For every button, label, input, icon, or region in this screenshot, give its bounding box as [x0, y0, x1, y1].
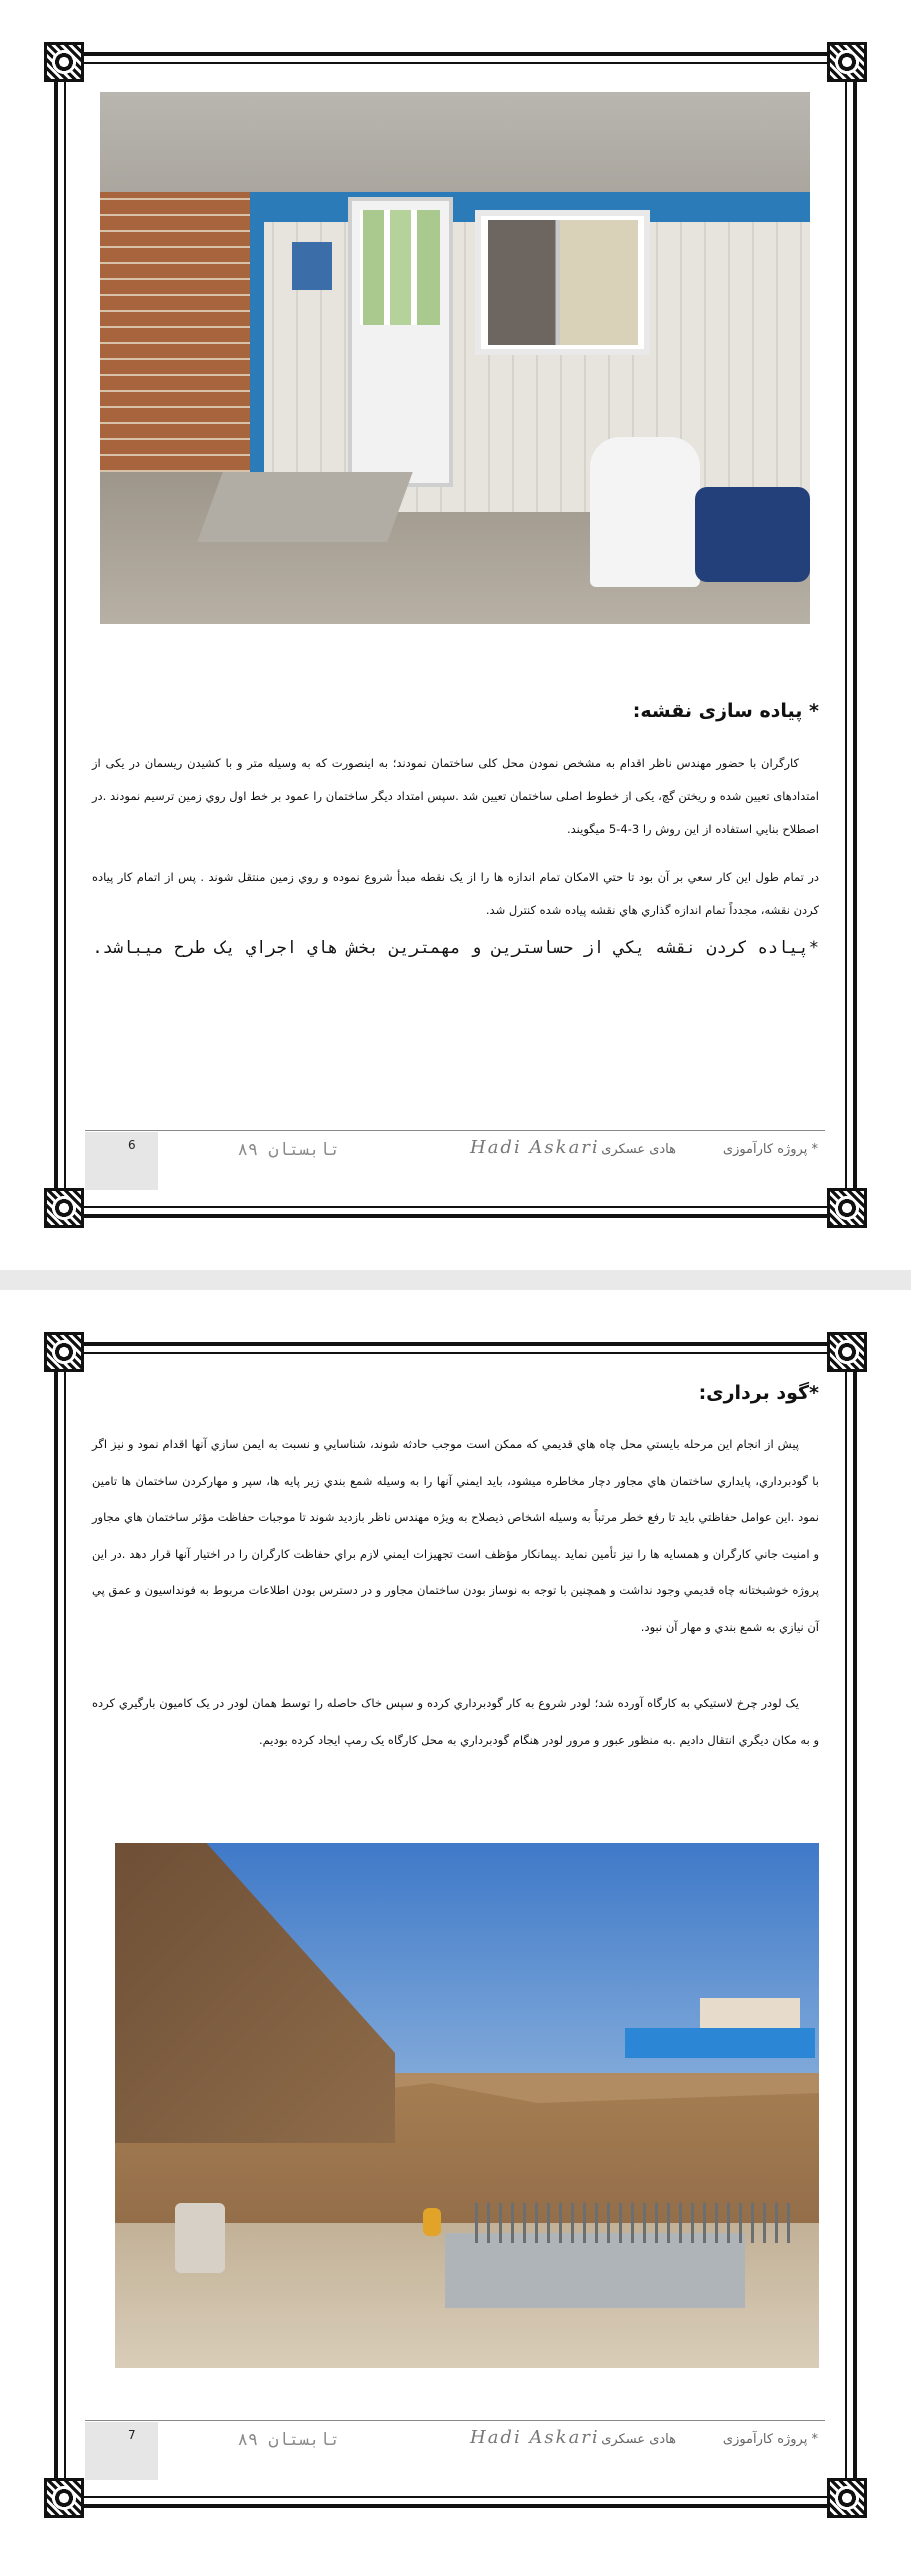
border-corner-ornament	[44, 1188, 84, 1228]
page-number: 7	[128, 2428, 136, 2442]
footer-divider	[85, 1130, 825, 1131]
body-paragraph	[92, 861, 819, 927]
excavation-photo	[115, 1843, 819, 2368]
border-corner-ornament	[827, 42, 867, 82]
body-paragraph	[92, 747, 819, 846]
paragraph-text: پيش از انجام اين مرحله بايستي محل چاه هاي قديمي که ممکن است موجب حادثه شوند، شناسايي و نسبت به ايمن سازي آنها اقدام نمود و نيز اگر با گودبرداري، پايداري ساختمان هاي مجاور دچار مخاطره ميشود، بايد ايمني آنها را به وسيله شمع بندي زير پايه ها، سپر و مهارکردن ساختمان ها تامين نمود .اين عوامل حفاظتي بايد تا رفع خطر مرتباً به وسيله اشخاص ذيصلاح به ويژه مهندس ناظر بازديد شوند تا موجبات حفاظت مؤثر ساختمان هاي مجاور و امنيت جاني کارگران و همسايه ها را نيز تأمين نمايد .پيمانکار مؤظف است تجهيزات ايمني لازم براي حفاظت کارگران را در اختيار آنها قرار دهد .در اين پروژه خوشبختانه چاه قديمي وجود نداشت و همچنين با توجه به نوساز بودن ساختمان مجاور و در دسترس بودن اطلاعات مربوط به فونداسيون و عمق پي آن نيازي به شمع بندي و مهار آن نبود.	[92, 1437, 819, 1634]
section-heading: * پیاده سازی نقشه:	[632, 700, 819, 722]
document-page-2	[0, 1290, 911, 2560]
paragraph-text: در تمام طول این کار سعي بر آن بود تا حتي الامکان تمام اندازه ها را از يک نقطه مبدأ شروع نموده و روي زمين منتقل شوند . پس از اتمام کار پياده کردن نقشه، مجدداً تمام اندازه گذاري هاي نقشه پياده شده کنترل شد.	[92, 870, 819, 917]
footer-season: تابستان ۸۹	[237, 1140, 340, 1160]
section-heading: *گود برداری:	[698, 1382, 819, 1404]
body-paragraph	[92, 1426, 819, 1645]
border-corner-ornament	[827, 1188, 867, 1228]
footer-project-title: * پروژه کارآموزی	[722, 1142, 818, 1157]
site-cabin-photo	[100, 92, 810, 624]
footer-author: هادی عسکری	[601, 1142, 676, 1157]
body-paragraph	[92, 1685, 819, 1758]
paragraph-text: يک لودر چرخ لاستيکي به کارگاه آورده شد؛ لودر شروع به کار گودبرداري کرده و سپس خاک حاصله را توسط همان لودر در يک کاميون بارگيري کرده و به مکان ديگري انتقال داديم .به منظور عبور و مرور لودر هنگام گودبرداري به محل کارگاه يک رمپ ايجاد کرده بوديم.	[92, 1696, 819, 1747]
page-number: 6	[128, 1138, 136, 1152]
footer-divider	[85, 2420, 825, 2421]
border-corner-ornament	[827, 2478, 867, 2518]
border-corner-ornament	[827, 1332, 867, 1372]
footer-project-title: * پروژه کارآموزی	[722, 2432, 818, 2447]
paragraph-text: کارگران با حضور مهندس ناظر اقدام به مشخص نمودن محل کلی ساختمان نمودند؛ به اینصورت که به وسیله متر و با کشیدن ریسمان در یکی از امتدادهای تعیین شده و ریختن گچ، یکی از خطوط اصلی ساختمان تعیین شد .سپس امتداد دیگر ساختمان را عمود بر خط اول روي زمين ترسيم نمودند .در اصطلاح بنايي استفاده از اين روش را 3-4-5 ميگويند.	[92, 756, 819, 836]
footer-signature: Hadi Askari	[470, 2427, 600, 2448]
border-corner-ornament	[44, 2478, 84, 2518]
document-page-1	[0, 0, 911, 1270]
border-corner-ornament	[44, 42, 84, 82]
footer-season: تابستان ۸۹	[237, 2430, 340, 2450]
footer-signature: Hadi Askari	[470, 1137, 600, 1158]
border-corner-ornament	[44, 1332, 84, 1372]
footer-author: هادی عسکری	[601, 2432, 676, 2447]
emphasis-note: *پياده کردن نقشه يکي از حساسترين و مهمترين بخش هاي اجراي يک طرح ميباشد.	[92, 938, 819, 958]
